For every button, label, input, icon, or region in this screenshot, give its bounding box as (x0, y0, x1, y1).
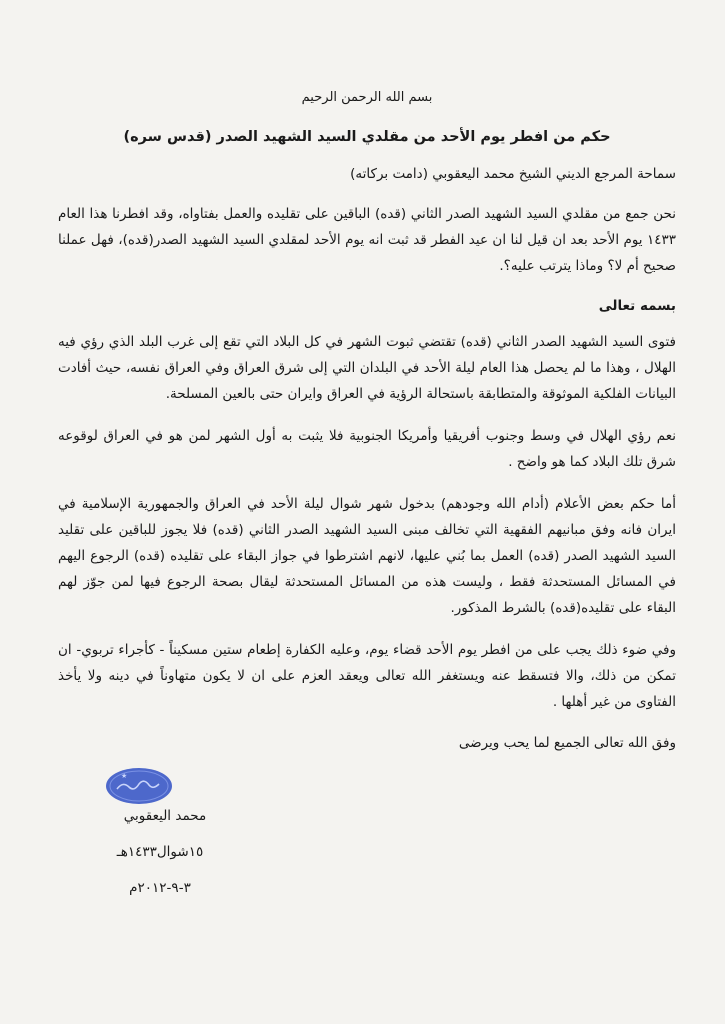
signature-name: محمد اليعقوبي (123, 808, 207, 824)
answer-paragraph-3: أما حكم بعض الأعلام (أدام الله وجودهم) بدخول شهر شوال ليلة الأحد في العراق والجمهورية الإسلامية في ايران فانه وفق مبانيهم الفقهية التي تخالف مبنى السيد الشهيد الصدر الثاني (قده) فلا يجوز للباقين على تقليد السيد الشهيد الصدر (قده) العمل بما بُني عليها، لانهم اشترطوا في جواز البقاء على تقليده (قده) الرجوع اليهم في المسائل المستحدثة فقط ، وليست هذه من المسائل المستحدثة ليقال بصحة الرجوع فيها لمن جوّز لهم البقاء على تقليده(قده) بالشرط المذكور. (58, 496, 676, 616)
stamp-seal-icon (103, 765, 175, 807)
signature-date-gregorian: ٣-٩-٢٠١٢م (129, 880, 191, 896)
question-paragraph: نحن جمع من مقلدي السيد الشهيد الصدر الثاني (قده) الباقين على تقليده والعمل بفتاواه، وقد افطرنا هذا العام ١٤٣٣ يوم الأحد بعد ان قيل لنا ان عيد الفطر قد ثبت انه يوم الأحد لمقلدي السيد الشهيد الصدر(قده)، فهل عملنا صحيح أم لا؟ وماذا يترتب عليه؟. (58, 206, 676, 274)
answer-paragraph-4: وفي ضوء ذلك يجب على من افطر يوم الأحد قضاء يوم، وعليه الكفارة إطعام ستين مسكيناً - كأجراء تربوي- ان تمكن من ذلك، والا فتسقط عنه ويستغفر الله تعالى ويعقد العزم على ان لا يكون متهاوناً في دينه ولا يأخذ الفتاوى من غير أهلها . (58, 642, 676, 710)
answer-paragraph-2: نعم رؤي الهلال في وسط وجنوب أفريقيا وأمريكا الجنوبية فلا يثبت به أول الشهر لمن هو في العراق لوقوعه شرق تلك البلاد كما هو واضح . (58, 428, 676, 470)
svg-text:★: ★ (121, 772, 128, 780)
letter-title: حكم من افطر يوم الأحد من مقلدي السيد الشهيد الصدر (قدس سره) (123, 129, 611, 145)
letter-body (58, 88, 676, 755)
addressee-line: سماحة المرجع الديني الشيخ محمد اليعقوبي (دامت بركاته) (350, 166, 676, 182)
signature-date-hijri: ١٥شوال١٤٣٣هـ (116, 844, 204, 860)
reply-heading: بسمه تعالى (598, 298, 676, 314)
answer-paragraph-1: فتوى السيد الشهيد الصدر الثاني (قده) تقتضي ثبوت الشهر في كل البلاد التي تقع إلى غرب البلد الذي رؤي فيه الهلال ، وهذا ما لم يحصل هذا العام ليلة الأحد في البلدان التي إلى شرق العراق وفي العراق نفسه، حيث أفادت البيانات الفلكية الموثوقة والمتطابقة باستحالة الرؤية في العراق وايران حتى بالعين المسلحة. (58, 334, 676, 402)
basmala-heading: بسم الله الرحمن الرحيم (301, 90, 433, 105)
closing-line: وفق الله تعالى الجميع لما يحب ويرضى (458, 735, 676, 751)
